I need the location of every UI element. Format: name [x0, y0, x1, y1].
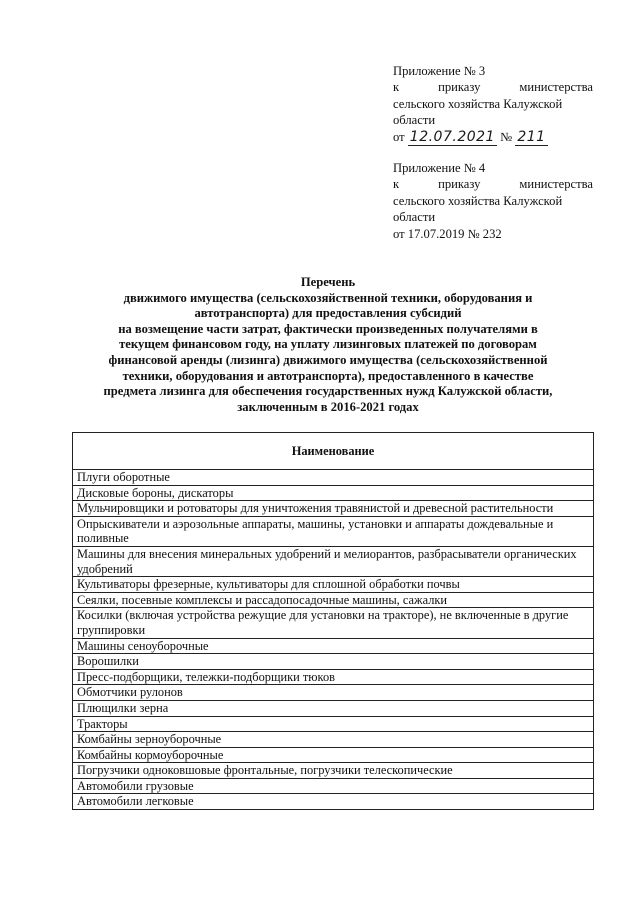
table-row: [73, 638, 594, 654]
table-row: [73, 778, 594, 794]
heading-line: Перечень: [300, 275, 356, 289]
table-row: [73, 654, 594, 670]
table-row: [73, 501, 594, 517]
annex-previous-ministry-line: сельского хозяйства Калужской: [393, 193, 563, 208]
table-cell: Машины сеноуборочные: [73, 638, 594, 654]
table-cell: Плуги оборотные: [73, 470, 594, 486]
table-row: [73, 485, 594, 501]
table-cell: Комбайны кормоуборочные: [73, 747, 594, 763]
annex-current-region-line: области: [393, 113, 436, 128]
table-cell: Культиваторы фрезерные, культиваторы для сплошной обработки почвы: [73, 577, 594, 593]
table-row: [73, 732, 594, 748]
heading-line: заключенным в 2016-2021 годах: [237, 399, 419, 414]
table-row: [73, 685, 594, 701]
table-cell: Плющилки зерна: [73, 700, 594, 716]
table-row: [73, 577, 594, 593]
table-cell: Ворошилки: [73, 654, 594, 670]
table-row: [73, 763, 594, 779]
table-cell: Косилки (включая устройства режущие для установки на тракторе), не включенные в другие группировки: [73, 608, 594, 638]
column-header-name: Наименование: [73, 433, 594, 470]
table-row: [73, 669, 594, 685]
annex-current-handwritten-date: 12.07.2021: [409, 128, 495, 145]
table-row: [73, 747, 594, 763]
annex-current-ministry-line: сельского хозяйства Калужской: [393, 96, 563, 111]
annex-previous: [393, 160, 593, 242]
heading-line: движимого имущества (сельскохозяйственной техники, оборудования и: [123, 290, 533, 305]
heading-line: текущем финансовом году, на уплату лизинговых платежей по договорам: [119, 337, 537, 352]
annex-current-number-sign: №: [500, 129, 513, 144]
heading-line: на возмещение части затрат, фактически произведенных получателями в: [118, 321, 538, 336]
annex-previous-region-line: области: [393, 210, 436, 225]
table-row: [73, 700, 594, 716]
annex-current-title: Приложение № 3: [393, 64, 486, 78]
heading-line: предмета лизинга для обеспечения государственных нужд Калужской области,: [103, 384, 553, 399]
annex-previous-order-line: к приказу министерства: [393, 177, 593, 192]
annex-previous-date-line: от 17.07.2019 № 232: [393, 226, 502, 241]
table-row: [73, 794, 594, 810]
table-cell: Тракторы: [73, 716, 594, 732]
table-row: [73, 608, 594, 638]
table-cell: Обмотчики рулонов: [73, 685, 594, 701]
table-cell: Автомобили легковые: [73, 794, 594, 810]
table-cell: Пресс-подборщики, тележки-подборщики тюков: [73, 669, 594, 685]
table-cell: Сеялки, посевные комплексы и рассадопосадочные машины, сажалки: [73, 592, 594, 608]
equipment-table: [72, 432, 594, 810]
table-cell: Автомобили грузовые: [73, 778, 594, 794]
annex-current-date-prefix: от: [393, 129, 405, 144]
table-row: [73, 592, 594, 608]
table-cell: Мульчировщики и ротоваторы для уничтожения травянистой и древесной растительности: [73, 501, 594, 517]
heading-line: автотранспорта) для предоставления субсидий: [194, 306, 462, 321]
annex-current-handwritten-number: 211: [517, 128, 546, 145]
table-row: [73, 516, 594, 546]
annex-current-order-line: к приказу министерства: [393, 80, 593, 95]
table-row: [73, 716, 594, 732]
table-row: [73, 470, 594, 486]
table-row: [73, 546, 594, 576]
document-heading: [60, 275, 596, 415]
table-header-row: [73, 433, 594, 470]
table-cell: Погрузчики одноковшовые фронтальные, погрузчики телескопические: [73, 763, 594, 779]
annex-previous-title: Приложение № 4: [393, 161, 486, 175]
heading-line: техники, оборудования и автотранспорта), предоставленного в качестве: [122, 368, 534, 383]
heading-line: финансовой аренды (лизинга) движимого имущества (сельскохозяйственной: [108, 352, 548, 367]
annex-current-date-line: [393, 129, 593, 145]
annex-current: [393, 63, 593, 145]
table-cell: Дисковые бороны, дискаторы: [73, 485, 594, 501]
table-cell: Машины для внесения минеральных удобрений и мелиорантов, разбрасыватели органических удобрений: [73, 546, 594, 576]
table-cell: Опрыскиватели и аэрозольные аппараты, машины, установки и аппараты дождевальные и поливные: [73, 516, 594, 546]
table-cell: Комбайны зерноуборочные: [73, 732, 594, 748]
